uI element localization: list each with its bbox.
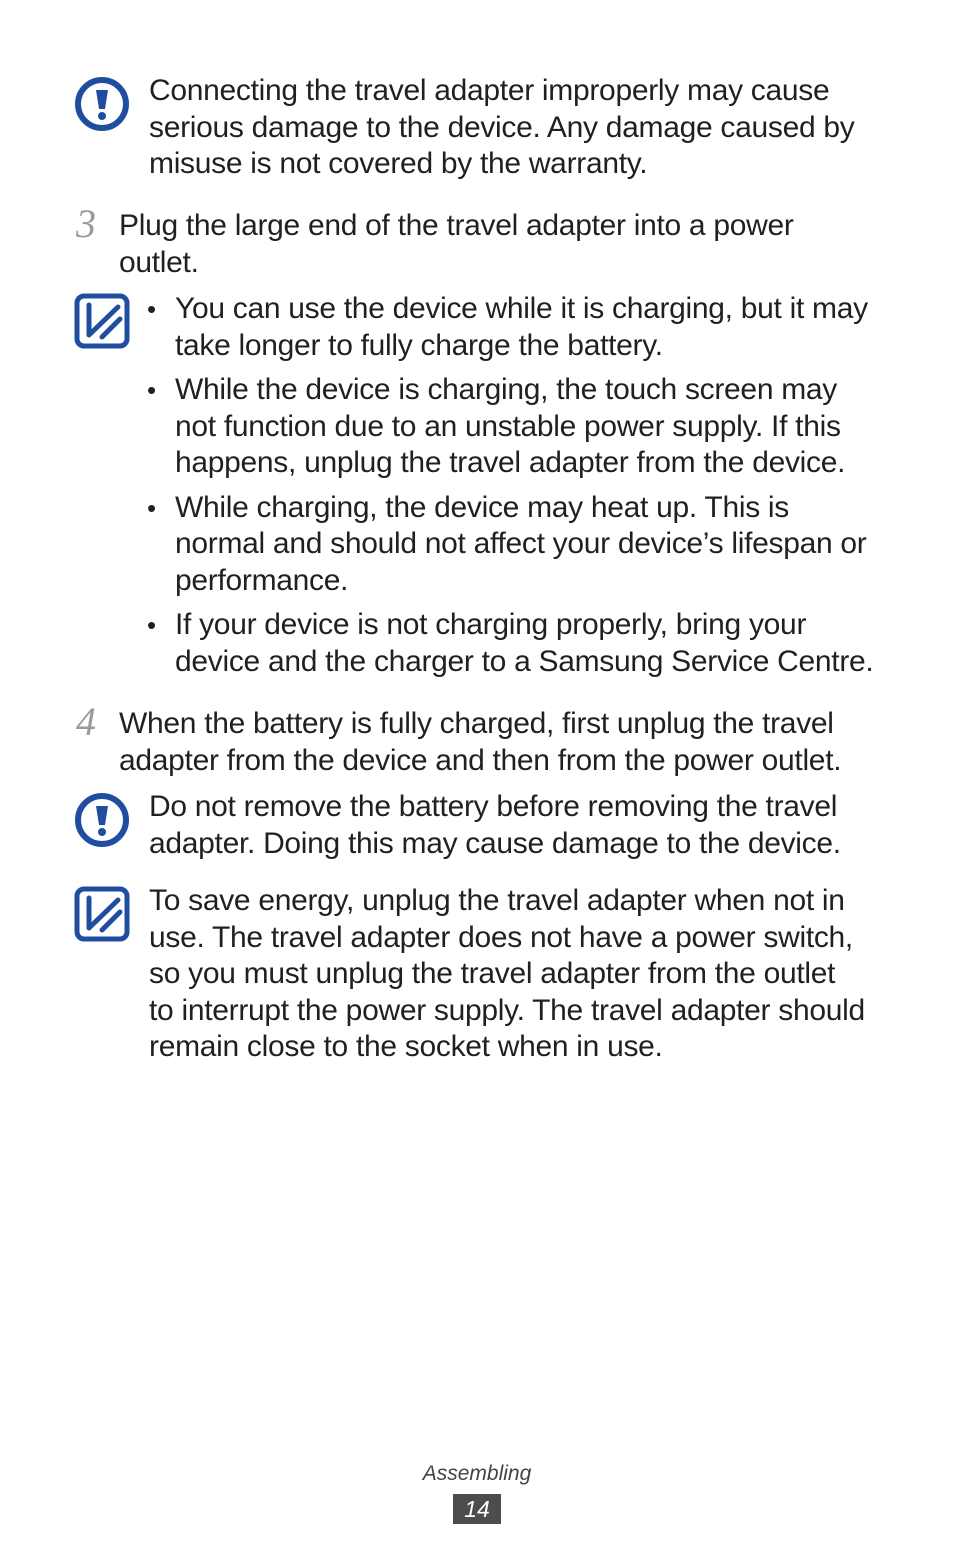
warning-text-2 bbox=[149, 789, 909, 862]
warning-icon bbox=[74, 792, 130, 848]
bullet-item bbox=[147, 607, 917, 680]
note-icon bbox=[74, 886, 130, 942]
text-line: outlet. bbox=[119, 245, 199, 279]
text-line: You can use the device while it is charging, but it may bbox=[175, 292, 868, 325]
step-number-4: 4 bbox=[76, 699, 96, 744]
text-line: While the device is charging, the touch screen may bbox=[175, 373, 838, 406]
text-line: misuse is not covered by the warranty. bbox=[149, 147, 648, 180]
section-name: Assembling bbox=[422, 1462, 532, 1485]
note-1-bullets bbox=[147, 291, 917, 688]
text-line: Plug the large end of the travel adapter into a power bbox=[119, 209, 794, 242]
warning-icon bbox=[74, 76, 130, 132]
step-number-3: 3 bbox=[76, 201, 96, 246]
text-line: remain close to the socket when in use. bbox=[149, 1030, 663, 1063]
text-line: When the battery is fully charged, first unplug the travel bbox=[119, 707, 834, 740]
text-line: Connecting the travel adapter improperly may cause bbox=[149, 74, 830, 107]
text-line: so you must unplug the travel adapter from the outlet bbox=[149, 957, 836, 990]
text-line: performance. bbox=[175, 563, 349, 597]
bullet-item bbox=[147, 490, 917, 600]
page-number-badge: 14 bbox=[453, 1494, 501, 1524]
bullet-item bbox=[147, 372, 917, 482]
text-line: adapter. Doing this may cause damage to the device. bbox=[149, 826, 841, 860]
step-4-text bbox=[119, 706, 909, 779]
text-line: happens, unplug the travel adapter from the device. bbox=[175, 446, 846, 479]
text-line: serious damage to the device. Any damage caused by bbox=[149, 110, 855, 144]
text-line: not function due to an unstable power supply. If this bbox=[175, 409, 841, 443]
text-line: While charging, the device may heat up. This is bbox=[175, 490, 789, 524]
text-line: adapter from the device and then from the power outlet. bbox=[119, 743, 842, 777]
text-line: Do not remove the battery before removing the travel bbox=[149, 790, 838, 823]
bullet-dot: • bbox=[147, 294, 156, 324]
text-line: To save energy, unplug the travel adapter when not in bbox=[149, 884, 845, 917]
step-3-text bbox=[119, 208, 899, 281]
warning-text-1 bbox=[149, 73, 909, 183]
bullet-dot: • bbox=[147, 492, 156, 523]
note-text-2 bbox=[149, 883, 929, 1066]
bullet-dot: • bbox=[147, 375, 156, 405]
text-line: normal and should not affect your device’s lifespan or bbox=[175, 527, 867, 560]
text-line: to interrupt the power supply. The travel adapter should bbox=[149, 993, 865, 1027]
text-line: device and the charger to a Samsung Service Centre. bbox=[175, 644, 874, 678]
text-line: use. The travel adapter does not have a power switch, bbox=[149, 920, 853, 954]
text-line: take longer to fully charge the battery. bbox=[175, 328, 663, 362]
text-line: If your device is not charging properly, bring your bbox=[175, 608, 807, 641]
note-icon bbox=[74, 293, 130, 349]
bullet-item bbox=[147, 291, 917, 364]
bullet-dot: • bbox=[147, 610, 156, 640]
